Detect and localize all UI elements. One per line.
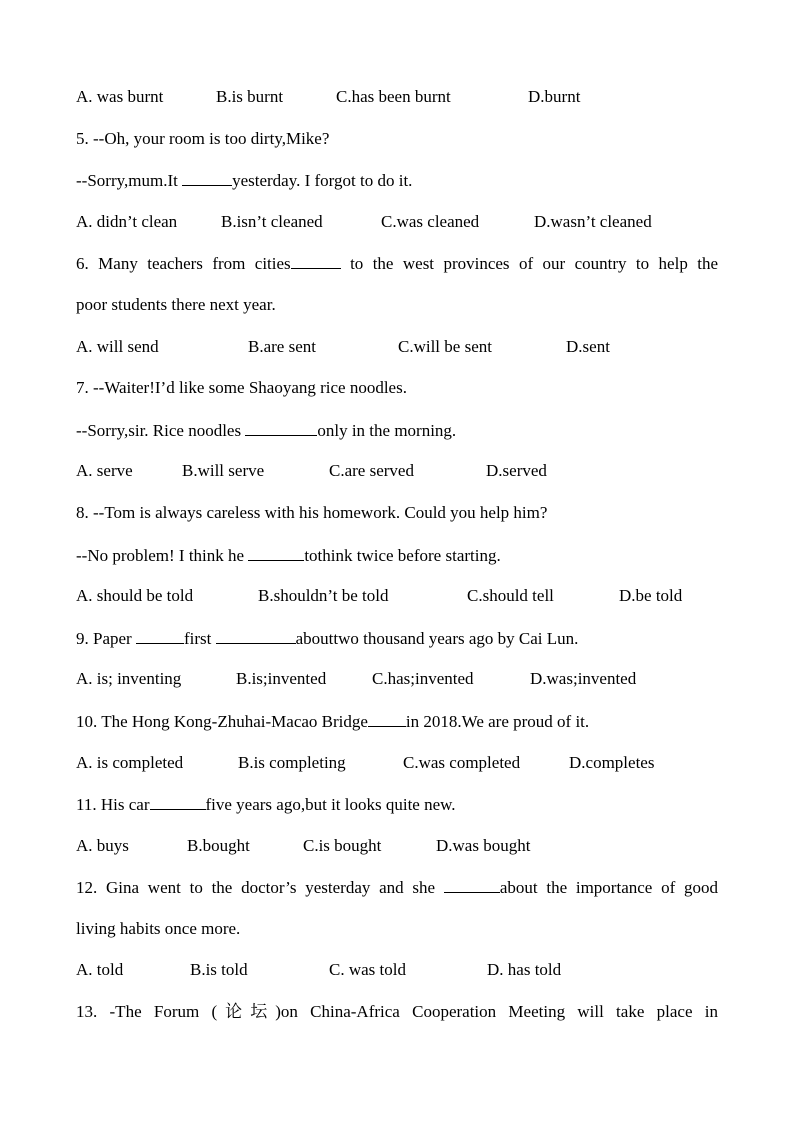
question-text-line: [76, 375, 718, 417]
question-text-line: [76, 417, 718, 459]
text-segment: 5. --Oh, your room is too dirty,Mike?: [76, 128, 330, 148]
answer-option: D. has told: [487, 960, 562, 980]
answer-blank: [368, 708, 406, 727]
text-segment: only in the morning.: [317, 420, 457, 440]
answer-option: B.are sent: [248, 336, 316, 356]
answer-blank: [245, 417, 317, 436]
answer-options: [76, 209, 718, 251]
answer-option: C.is bought: [303, 835, 382, 855]
answer-blank: [248, 542, 304, 561]
text-segment: 13. -The Forum (论坛)on China-Africa Cooperation Meeting will take place in: [76, 1002, 718, 1022]
answer-option: A. was burnt: [76, 87, 164, 106]
answer-option: A. is completed: [76, 752, 184, 772]
answer-option: B.will serve: [182, 461, 265, 481]
answer-option: A. didn’t clean: [76, 211, 178, 231]
answer-option: A. told: [76, 960, 124, 980]
answer-option: D.was;invented: [530, 669, 637, 689]
answer-options: [76, 583, 718, 625]
text-segment: 9. Paper: [76, 628, 136, 648]
text-segment: --Sorry,mum.It: [76, 171, 183, 191]
text-segment: abouttwo thousand years ago by Cai Lun.: [295, 628, 579, 648]
text-segment: about the importance of good: [499, 878, 718, 898]
text-segment: 12. Gina went to the doctor’s yesterday and she: [76, 878, 444, 898]
text-segment: 6. Many teachers from cities: [76, 254, 291, 274]
answer-option: D.completes: [569, 752, 655, 772]
answer-option: B.is completing: [238, 752, 346, 772]
text-segment: 11. His car: [76, 795, 150, 815]
text-segment: to the west provinces of our country to help the: [340, 254, 718, 274]
answer-options: [76, 833, 718, 875]
answer-blank: [216, 625, 296, 644]
answer-option: C. was told: [329, 960, 406, 980]
answer-option: D.wasn’t cleaned: [534, 211, 652, 231]
answer-option: B.is burnt: [216, 87, 284, 106]
answer-option: A. serve: [76, 461, 133, 481]
answer-blank: [150, 791, 206, 810]
answer-options: [76, 84, 718, 126]
answer-option: D.sent: [566, 336, 610, 356]
answer-option: A. is; inventing: [76, 669, 182, 689]
question-text-line: [76, 625, 718, 667]
text-segment: in 2018.We are proud of it.: [405, 711, 590, 731]
text-segment: yesterday. I forgot to do it.: [232, 171, 413, 191]
question-text-line: [76, 167, 718, 209]
text-segment: --Sorry,sir. Rice noodles: [76, 420, 246, 440]
answer-option: A. should be told: [76, 586, 194, 606]
answer-option: C.was cleaned: [381, 211, 480, 231]
text-segment: 8. --Tom is always careless with his homework. Could you help him?: [76, 502, 548, 522]
answer-options: [76, 334, 718, 376]
text-segment: 7. --Waiter!I’d like some Shaoyang rice noodles.: [76, 378, 407, 398]
answer-option: D.was bought: [436, 835, 531, 855]
answer-option: A. will send: [76, 336, 159, 356]
answer-blank: [182, 167, 232, 186]
text-segment: tothink twice before starting.: [304, 545, 501, 565]
question-text-line: [76, 250, 718, 292]
answer-blank: [136, 625, 184, 644]
question-text-line: [76, 542, 718, 584]
answer-options: [76, 666, 718, 708]
answer-option: A. buys: [76, 835, 129, 855]
text-segment: first: [183, 628, 216, 648]
question-text-line: [76, 874, 718, 916]
answer-option: D.served: [486, 461, 547, 481]
answer-option: B.bought: [187, 835, 250, 855]
answer-options: [76, 957, 718, 999]
answer-option: C.should tell: [467, 586, 554, 606]
text-segment: living habits once more.: [76, 918, 241, 938]
answer-option: D.be told: [619, 586, 683, 606]
answer-option: C.are served: [329, 461, 414, 481]
answer-options: [76, 750, 718, 792]
answer-option: C.was completed: [403, 752, 521, 772]
answer-option: C.will be sent: [398, 336, 492, 356]
question-text-line: [76, 999, 718, 1041]
answer-option: B.is;invented: [236, 669, 327, 689]
answer-blank: [291, 250, 341, 269]
answer-options: [76, 458, 718, 500]
text-segment: --No problem! I think he: [76, 545, 249, 565]
answer-blank: [444, 874, 500, 893]
question-text-line: [76, 708, 718, 750]
text-segment: poor students there next year.: [76, 294, 276, 314]
question-text-line: [76, 916, 718, 958]
answer-option: B.isn’t cleaned: [221, 211, 323, 231]
worksheet-page: [76, 84, 718, 1041]
question-text-line: [76, 292, 718, 334]
text-segment: 10. The Hong Kong-Zhuhai-Macao Bridge: [76, 711, 368, 731]
answer-option: D.burnt: [528, 87, 581, 106]
answer-option: C.has;invented: [372, 669, 474, 689]
answer-option: B.is told: [190, 960, 248, 980]
text-segment: five years ago,but it looks quite new.: [205, 795, 456, 815]
question-text-line: [76, 126, 718, 168]
answer-option: C.has been burnt: [336, 87, 451, 106]
question-text-line: [76, 791, 718, 833]
question-text-line: [76, 500, 718, 542]
answer-option: B.shouldn’t be told: [258, 586, 389, 606]
